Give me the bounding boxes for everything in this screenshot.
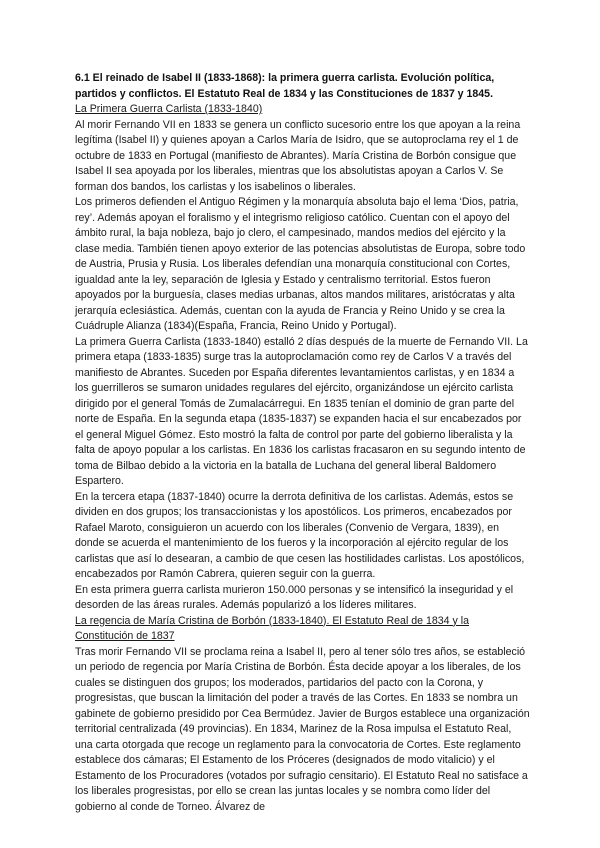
paragraph: Al morir Fernando VII en 1833 se genera un conflicto sucesorio entre los que apoyan a la reina legítima (Isabel II) y quienes apoyan a Carlos María de Isidro, que se autoproclama rey el 1 de octubre de 1833 en Portugal (manifiesto de Abrantes). María Cristina de Borbón consigue que Isabel II sea apoyada por los liberales, mientras que los absolutistas apoyan a Carlos V. Se forman dos bandos, los carlistas y los isabelinos o liberales.	[75, 118, 521, 193]
paragraph: Los primeros defienden el Antiguo Régimen y la monarquía absoluta bajo el lema ‘Dios, patria, rey’. Además apoyan el foralismo y el integrismo religioso católico. Cuentan con el apoyo del ámbito rural, la baja nobleza, bajo jo clero, el campesinado, mandos medios del ejército y la clase media. También tienen apoyo exterior de las potencias absolutistas de Europa, sobre todo de Austria, Prusia y Rusia. Los liberales defendían una monarquía constitucional con Cortes, igualdad ante la ley, separación de Iglesia y Estado y centralismo territorial. Estos fueron apoyados por la burguesía, clases medias urbanas, altos mandos militares, aristócratas y alta jerarquía eclesiástica. Además, cuentan con la ayuda de Francia y Reino Unido y se crea la Cuádruple Alianza (1834)(España, Francia, Reino Unido y Portugal).	[75, 196, 526, 332]
document-page	[75, 71, 530, 815]
paragraph: Tras morir Fernando VII se proclama reina a Isabel II, pero al tener sólo tres años, se estableció un periodo de regencia por María Cristina de Borbón. Ésta decide apoyar a los liberales, de los cuales se distinguen dos grupos; los moderados, partidarios del pacto con la Corona, y progresistas, que buscan la limitación del poder a través de las Cortes. En 1833 se nombra un gabinete de gobierno presidido por Cea Bermúdez. Javier de Burgos establece una organización territorial centralizada (49 provincias). En 1834, Marinez de la Rosa impulsa el Estatuto Real, una carta otorgada que recoge un reglamento para la convocatoria de Cortes. Este reglamento establece dos cámaras; El Estamento de los Próceres (designados de modo vitalicio) y el Estamento de los Procuradores (votados por sufragio censitario). El Estatuto Real no satisface a los liberales progresistas, por ello se crean las juntas locales y se nombra como líder del gobierno al conde de Torneo. Álvarez de	[75, 645, 530, 813]
section-subheading: La regencia de María Cristina de Borbón (1833-1840). El Estatuto Real de 1834 y la Constitución de 1837	[75, 614, 469, 642]
paragraph: La primera Guerra Carlista (1833-1840) estalló 2 días después de la muerte de Fernando VII. La primera etapa (1833-1835) surge tras la autoproclamación como rey de Carlos V a través del manifiesto de Abrantes. Suceden por España diferentes levantamientos carlistas, y en 1834 a los guerrilleros se sumaron unidades regulares del ejército, organizándose un ejército carlista dirigido por el general Tomás de Zumalacárregui. En 1835 tenían el dominio de gran parte del norte de España. En la segunda etapa (1835-1837) se expanden hacia el sur encabezados por el general Miguel Gómez. Esto mostró la falta de control por parte del gobierno liberalista y la falta de apoyo popular a los carlistas. En 1836 los carlistas fracasaron en su segundo intento de toma de Bilbao debido a la victoria en la batalla de Luchana del general liberal Baldomero Espartero.	[75, 335, 528, 487]
document-heading: 6.1 El reinado de Isabel II (1833-1868): la primera guerra carlista. Evolución política, partidos y conflictos. El Estatuto Real de 1834 y las Constituciones de 1837 y 1845.	[75, 72, 495, 100]
section-subheading: La Primera Guerra Carlista (1833-1840)	[75, 103, 263, 115]
paragraph: En la tercera etapa (1837-1840) ocurre la derrota definitiva de los carlistas. Además, estos se dividen en dos grupos; los transaccionistas y los apostólicos. Los primeros, encabezados por Rafael Maroto, consiguieron un acuerdo con los liberales (Convenio de Vergara, 1839), en donde se acuerda el mantenimiento de los fueros y la incorporación al ejército regular de los carlistas que así lo desearan, a cambio de que cesen las hostilidades carlistas. Los apostólicos, encabezados por Ramón Cabrera, quieren seguir con la guerra.	[75, 490, 525, 580]
paragraph: En esta primera guerra carlista murieron 150.000 personas y se intensificó la inseguridad y el desorden de las áreas rurales. Además popularizó a los líderes militares.	[75, 583, 514, 611]
